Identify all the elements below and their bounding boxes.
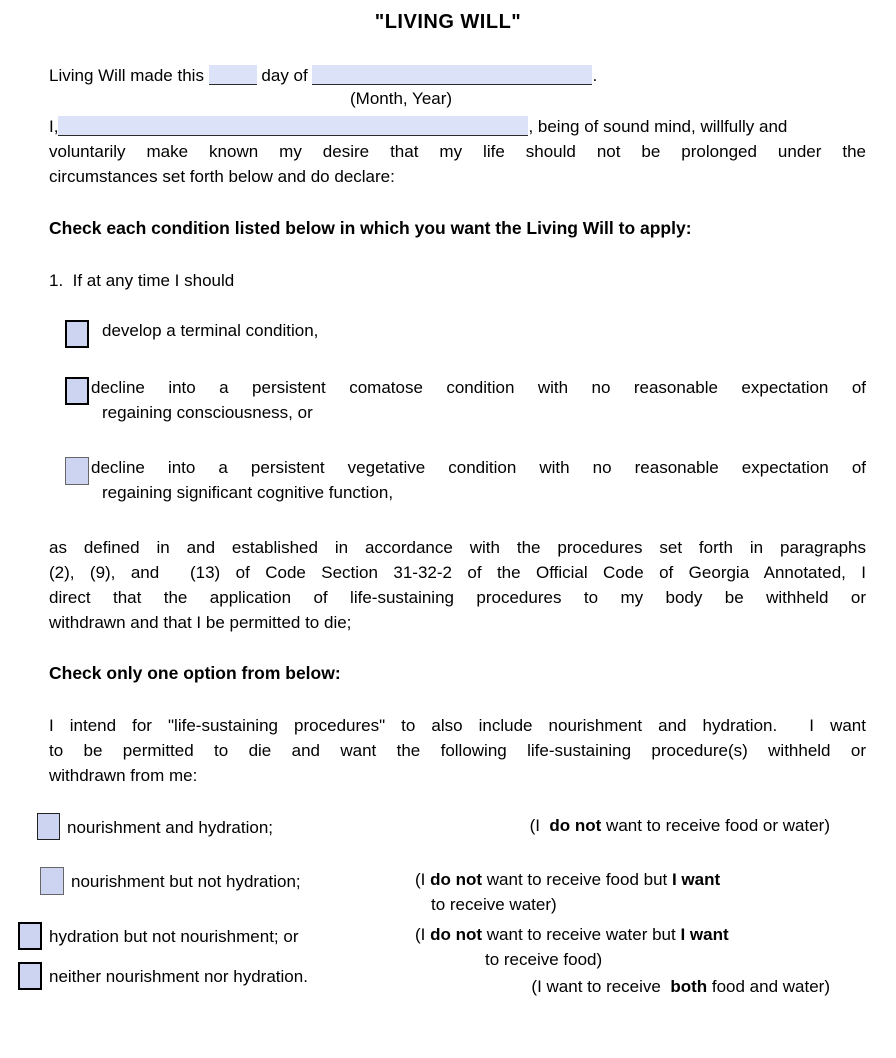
day-field[interactable] <box>209 65 257 85</box>
declarant-prefix: I, <box>49 117 59 136</box>
options-heading: Check only one option from below: <box>49 663 341 683</box>
option-3-label: hydration but not nourishment; or <box>49 927 299 946</box>
condition-1-line1: develop a terminal condition, <box>102 321 319 340</box>
condition-2-row <box>65 375 866 425</box>
option-4-note <box>415 974 830 999</box>
date-line-period: . <box>592 66 598 85</box>
option-4-note-mid: food and water) <box>707 977 830 996</box>
option-3-checkbox[interactable] <box>18 922 42 950</box>
option-1-row <box>0 813 866 840</box>
condition-1-checkbox[interactable] <box>65 320 89 348</box>
month-year-caption: (Month, Year) <box>350 89 453 108</box>
condition-3-text <box>91 455 866 505</box>
option-1-note <box>415 813 830 838</box>
intent-line1: I intend for "life-sustaining procedures" to also include nourishment and hydration. I want <box>49 716 866 735</box>
condition-2-line1: decline into a persistent comatose condition with no reasonable expectation of <box>91 378 866 397</box>
option-4-note-bold: both <box>670 977 708 996</box>
condition-3-row <box>65 455 866 505</box>
code-paragraph-line4: withdrawn and that I be permitted to die; <box>49 613 352 632</box>
intent-line2: to be permitted to die and want the following life-sustaining procedure(s) withheld or <box>49 741 866 760</box>
condition-1-text <box>91 318 866 343</box>
option-3-note-mid: want to receive water but <box>482 925 681 944</box>
declaration-line1 <box>49 114 866 139</box>
date-line <box>49 63 866 88</box>
option-1-left <box>37 813 415 840</box>
code-paragraph-line2: (2), (9), and (13) of Code Section 31-32-2 of the Official Code of Georgia Annotated, I <box>49 563 866 582</box>
declaration-paragraph <box>49 114 866 189</box>
condition-1-row <box>65 318 866 348</box>
option-2-left <box>40 867 415 895</box>
condition-3-line1: decline into a persistent vegetative condition with no reasonable expectation of <box>91 458 866 477</box>
option-2-label: nourishment but not hydration; <box>71 872 301 891</box>
item1-intro: 1. If at any time I should <box>49 271 235 290</box>
option-1-checkbox[interactable] <box>37 813 60 840</box>
option-4-note-pre: (I want to receive <box>531 977 671 996</box>
option-1-note-pre: (I <box>529 816 550 835</box>
option-2-row <box>0 867 866 917</box>
code-paragraph-line3: direct that the application of life-sustaining procedures to my body be withheld or <box>49 588 866 607</box>
date-line-prefix: Living Will made this <box>49 66 204 85</box>
option-4-checkbox[interactable] <box>18 962 42 990</box>
conditions-heading: Check each condition listed below in which you want the Living Will to apply: <box>49 218 692 238</box>
code-paragraph-line1: as defined in and established in accordance with the procedures set forth in paragraphs <box>49 538 866 557</box>
condition-3-line2: regaining significant cognitive function, <box>102 483 394 502</box>
option-3-note-pre: (I <box>415 925 431 944</box>
intent-line3: withdrawn from me: <box>49 766 198 785</box>
option-3-note-bold2: I want <box>680 925 729 944</box>
option-2-note-line2: to receive water) <box>431 895 557 914</box>
option-2-note <box>415 867 830 917</box>
declaration-line1-rest: , being of sound mind, willfully and <box>528 117 788 136</box>
declarant-name-field[interactable] <box>58 116 528 136</box>
month-year-field[interactable] <box>312 65 592 85</box>
date-line-middle: day of <box>261 66 308 85</box>
condition-2-checkbox[interactable] <box>65 377 89 405</box>
condition-2-line2: regaining consciousness, or <box>102 403 313 422</box>
option-3-note-line2: to receive food) <box>485 950 603 969</box>
option-2-note-bold2: I want <box>671 870 721 889</box>
option-2-note-bold1: do not <box>430 870 483 889</box>
code-section-paragraph <box>49 535 866 635</box>
option-3-left <box>18 922 415 950</box>
option-4-label: neither nourishment nor hydration. <box>49 967 308 986</box>
option-1-label: nourishment and hydration; <box>67 818 274 837</box>
intent-paragraph <box>49 713 866 788</box>
option-1-note-bold: do not <box>549 816 602 835</box>
document-title: "LIVING WILL" <box>374 11 522 33</box>
condition-2-text <box>91 375 866 425</box>
declaration-line3: circumstances set forth below and do declare: <box>49 167 395 186</box>
option-2-note-pre: (I <box>415 870 431 889</box>
option-2-note-mid: want to receive food but <box>482 870 672 889</box>
option-4-left <box>18 962 415 990</box>
option-1-note-mid: want to receive food or water) <box>601 816 830 835</box>
option-3-note <box>415 922 830 972</box>
condition-3-checkbox[interactable] <box>65 457 89 485</box>
option-3-note-bold1: do not <box>430 925 483 944</box>
option-2-checkbox[interactable] <box>40 867 64 895</box>
declaration-line2: voluntarily make known my desire that my life should not be prolonged under the <box>49 142 866 161</box>
